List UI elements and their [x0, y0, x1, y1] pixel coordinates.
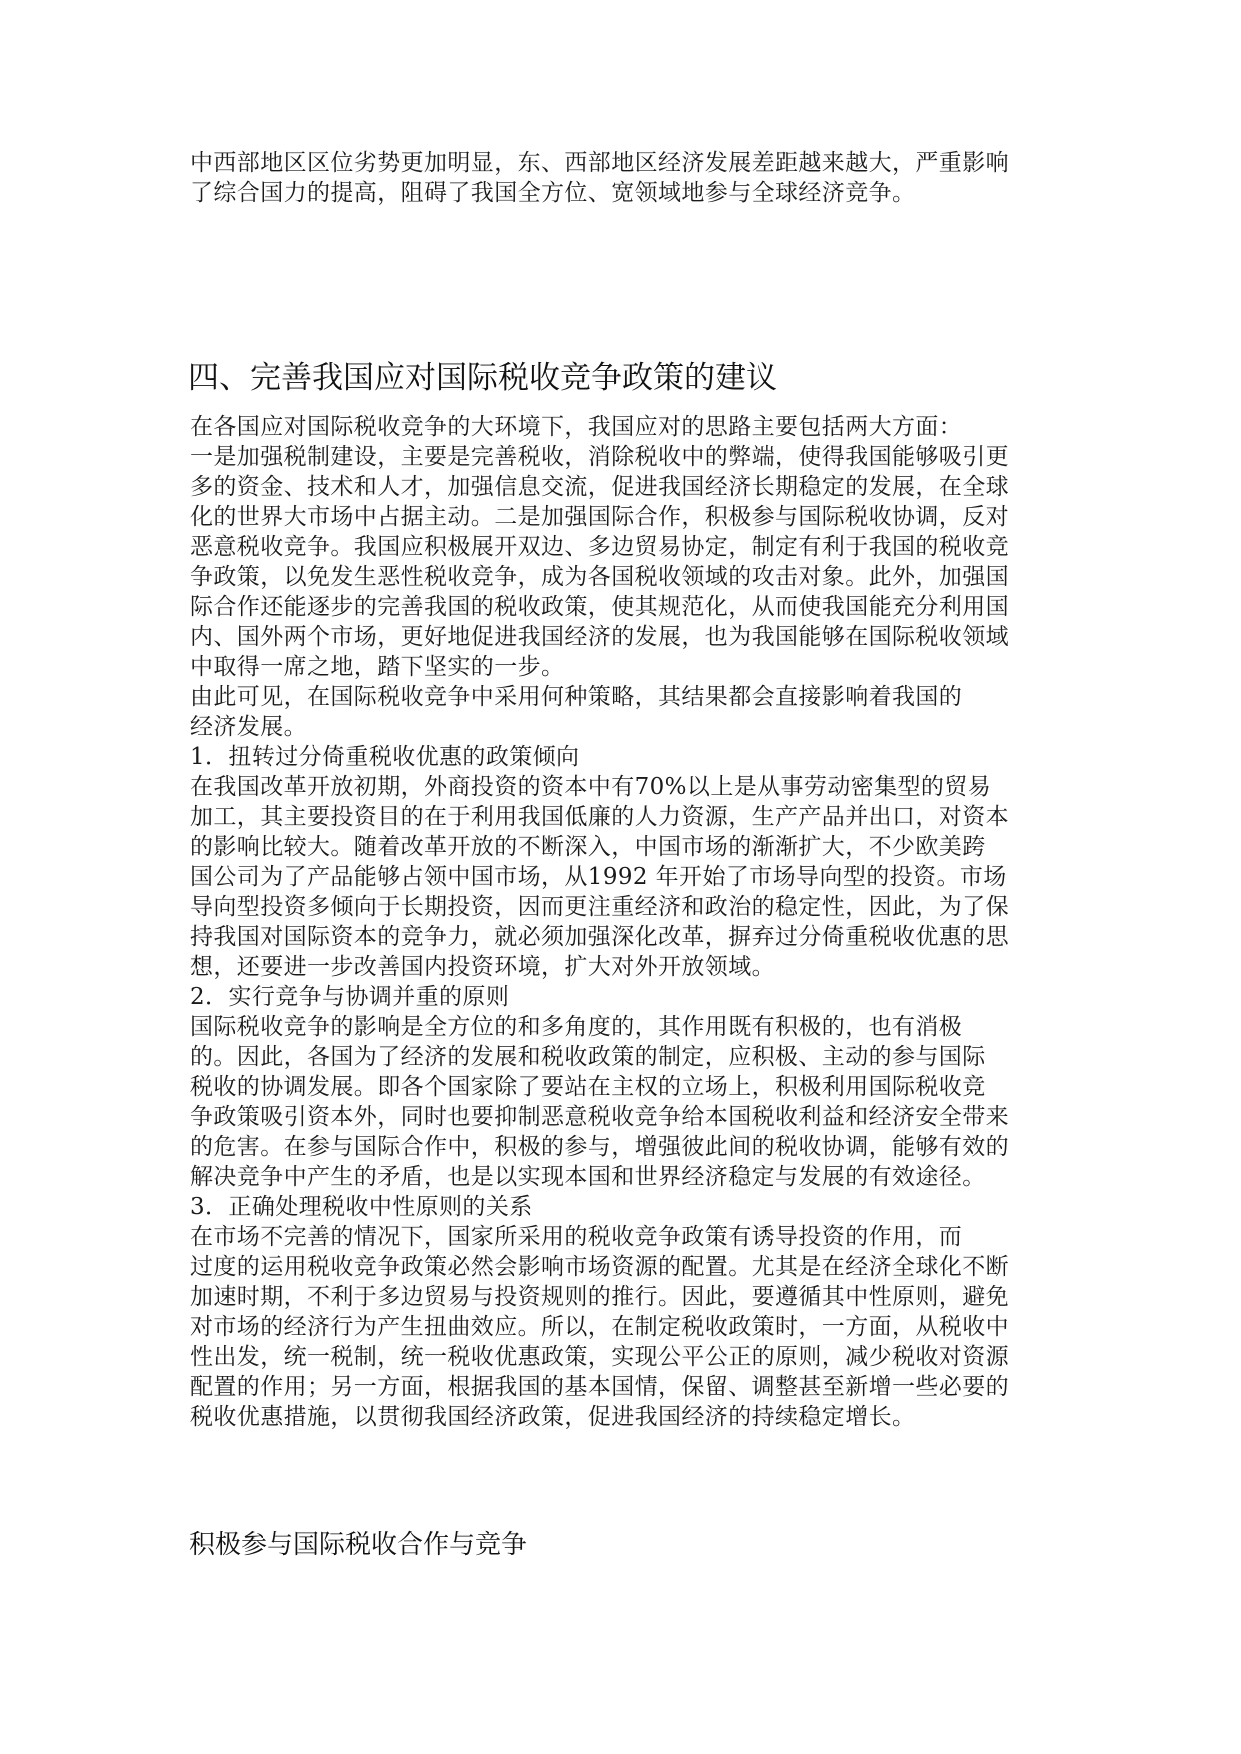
- text-line: 了综合国力的提高，阻碍了我国全方位、宽领域地参与全球经济竞争。: [190, 180, 916, 206]
- text-line: 在我国改革开放初期，外商投资的资本中有70%以上是从事劳动密集型的贸易: [190, 774, 992, 800]
- text-line: 中西部地区区位劣势更加明显，东、西部地区经济发展差距越来越大，严重影响: [190, 150, 1009, 176]
- intro-paragraph: [190, 148, 1070, 208]
- text-line: 国际税收竞争的影响是全方位的和多角度的，其作用既有积极的，也有消极: [190, 1014, 963, 1040]
- text-line: 配置的作用；另一方面，根据我国的基本国情，保留、调整甚至新增一些必要的: [190, 1374, 1009, 1400]
- text-line: 对市场的经济行为产生扭曲效应。所以，在制定税收政策时，一方面，从税收中: [190, 1314, 1009, 1340]
- text-line: 过度的运用税收竞争政策必然会影响市场资源的配置。尤其是在经济全球化不断: [190, 1254, 1009, 1280]
- text-line: 在市场不完善的情况下，国家所采用的税收竞争政策有诱导投资的作用，而: [190, 1224, 963, 1250]
- text-line: 内、国外两个市场，更好地促进我国经济的发展，也为我国能够在国际税收领域: [190, 624, 1009, 650]
- text-line: 的危害。在参与国际合作中，积极的参与，增强彼此间的税收协调，能够有效的: [190, 1134, 1009, 1160]
- text-line: 际合作还能逐步的完善我国的税收政策，使其规范化，从而使我国能充分利用国: [190, 594, 1009, 620]
- text-line: 加工，其主要投资目的在于利用我国低廉的人力资源，生产产品并出口，对资本: [190, 804, 1009, 830]
- text-line: 在各国应对国际税收竞争的大环境下，我国应对的思路主要包括两大方面：: [190, 414, 963, 440]
- text-line: 想，还要进一步改善国内投资环境，扩大对外开放领域。: [190, 954, 775, 980]
- text-line: 加速时期，不利于多边贸易与投资规则的推行。因此，要遵循其中性原则，避免: [190, 1284, 1009, 1310]
- list-heading-1: 1．扭转过分倚重税收优惠的政策倾向: [190, 744, 580, 770]
- text-line: 多的资金、技术和人才，加强信息交流，促进我国经济长期稳定的发展，在全球: [190, 474, 1009, 500]
- text-line: 化的世界大市场中占据主动。二是加强国际合作，积极参与国际税收协调，反对: [190, 504, 1009, 530]
- text-line: 的影响比较大。随着改革开放的不断深入，中国市场的渐渐扩大，不少欧美跨: [190, 834, 986, 860]
- list-heading-3: 3．正确处理税收中性原则的关系: [190, 1194, 533, 1220]
- text-line: 导向型投资多倾向于长期投资，因而更注重经济和政治的稳定性，因此，为了保: [190, 894, 1009, 920]
- text-line: 由此可见，在国际税收竞争中采用何种策略，其结果都会直接影响着我国的: [190, 684, 963, 710]
- text-line: 争政策吸引资本外，同时也要抑制恶意税收竞争给本国税收利益和经济安全带来: [190, 1104, 1009, 1130]
- text-line: 税收优惠措施，以贯彻我国经济政策，促进我国经济的持续稳定增长。: [190, 1404, 916, 1430]
- text-line: 性出发，统一税制，统一税收优惠政策，实现公平公正的原则，减少税收对资源: [190, 1344, 1009, 1370]
- text-line: 恶意税收竞争。我国应积极展开双边、多边贸易协定，制定有利于我国的税收竞: [190, 534, 1009, 560]
- section-heading: 四、完善我国应对国际税收竞争政策的建议: [188, 360, 777, 396]
- subsection-heading: 积极参与国际税收合作与竞争: [189, 1530, 528, 1560]
- list-heading-2: 2．实行竞争与协调并重的原则: [190, 984, 510, 1010]
- text-line: 税收的协调发展。即各个国家除了要站在主权的立场上，积极利用国际税收竞: [190, 1074, 986, 1100]
- text-line: 中取得一席之地，踏下坚实的一步。: [190, 654, 565, 680]
- text-line: 争政策，以免发生恶性税收竞争，成为各国税收领域的攻击对象。此外，加强国: [190, 564, 1009, 590]
- text-line: 一是加强税制建设，主要是完善税收，消除税收中的弊端，使得我国能够吸引更: [190, 444, 1009, 470]
- text-line: 经济发展。: [190, 714, 307, 740]
- text-line: 持我国对国际资本的竞争力，就必须加强深化改革，摒弃过分倚重税收优惠的思: [190, 924, 1009, 950]
- body-text: [190, 412, 1070, 1432]
- text-line: 国公司为了产品能够占领中国市场，从1992 年开始了市场导向型的投资。市场: [190, 864, 1007, 890]
- text-line: 解决竞争中产生的矛盾，也是以实现本国和世界经济稳定与发展的有效途径。: [190, 1164, 986, 1190]
- text-line: 的。因此，各国为了经济的发展和税收政策的制定，应积极、主动的参与国际: [190, 1044, 986, 1070]
